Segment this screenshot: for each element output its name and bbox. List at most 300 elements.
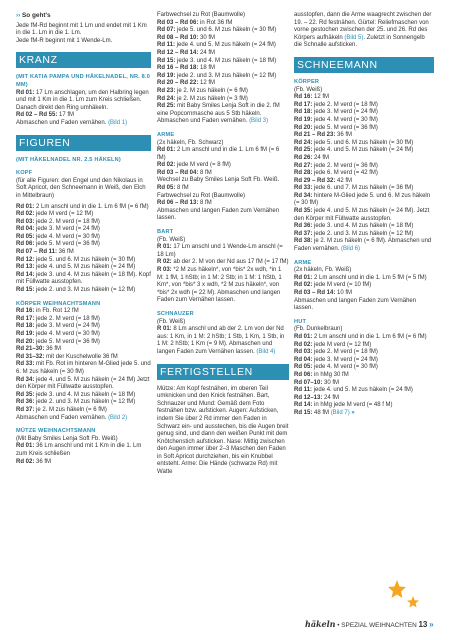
instruction-text: in Fb. Rot 12 fM [34, 308, 79, 315]
round-label: Rd 03 – Rd 06: [157, 19, 199, 26]
round-label: Rd 26: [294, 154, 313, 161]
instruction-text: Abmaschen und langen Faden zum Vernähen lassen. [157, 207, 280, 222]
instruction-line [157, 88, 289, 96]
instruction-line [294, 132, 434, 140]
round-label: Rd 36: [294, 223, 313, 230]
round-label: Rd 20: [16, 338, 35, 345]
instruction-text: jede 5. M verd (= 36 fM) [312, 124, 378, 131]
instruction-line [16, 323, 151, 331]
instruction-line [294, 170, 434, 178]
instruction-text: 17 Lm anschlagen, um den Halbring legen und mit 1 Km in die 1. Lm zum Kreis schließen. Danach direkt den Ring umhäkeln. [16, 89, 149, 111]
column-3 [294, 12, 434, 418]
instruction-line [294, 395, 434, 403]
instruction-text: 8 Lm anschl und ab der 2. Lm von der Nd aus: 1 Km, in 1 M: 2 hStb; 1 Stb, 1 Km, 1 Stb, in 1 M: 2 hStb; 1 Km (= 9 M). Abmaschen und langen Faden zum Vernähen lassen. [157, 326, 285, 355]
intro-line: Jede fM-R beginnt mit 1 Wende-Lm. [16, 37, 113, 44]
instruction-line [157, 27, 289, 35]
page-footer: häkeln • SPEZIAL WEIHNACHTEN 13 » [305, 619, 434, 629]
instruction-line [294, 298, 434, 313]
muetze-desc: (Mit Baby Smiles Lenja Soft Fb. Weiß) [16, 435, 118, 442]
arme-instructions [157, 147, 289, 223]
instruction-text: jede 2. M verd (= 18 fM) [312, 101, 378, 108]
round-label: R 02: [157, 259, 172, 266]
instruction-text: Abmaschen und Faden vernähen. [16, 119, 109, 126]
instruction-line [294, 163, 434, 171]
instruction-text: jede 3. M verd (= 24 fM) [34, 226, 100, 233]
instruction-line [16, 249, 151, 257]
instruction-text: in hMg jede M verd (= 48 f M) [312, 402, 393, 409]
instruction-line [157, 259, 289, 267]
instruction-line [157, 20, 289, 28]
instruction-line [294, 402, 434, 410]
instruction-line [294, 231, 434, 239]
koerper-title: KÖRPER WEIHNACHTSMANN [16, 300, 101, 307]
instruction-text: jede 4. und 5. M zus häkeln (= 24 fM). Jetzt den Körper mit Füllwatte ausstopfen. [294, 208, 430, 222]
instruction-line [16, 443, 151, 458]
round-label: Rd 25: [294, 147, 313, 154]
instruction-line [157, 185, 289, 193]
magazine-brand: häkeln [305, 619, 336, 629]
instruction-line [157, 50, 289, 58]
instruction-line [294, 147, 434, 155]
instruction-text: jede 4. M verd (= 30 fM) [312, 364, 378, 371]
round-label: R 01: [157, 326, 172, 333]
continue-chevron-icon: » [349, 409, 355, 416]
round-label: Rd 01: [16, 89, 35, 96]
star-icon [383, 578, 431, 618]
round-label: Rd 08 – Rd 10: [157, 34, 199, 41]
instruction-text: 2 Lm anschl und in die 1. Lm 6 fM (= 6 fM) [34, 203, 149, 210]
instruction-text: 24 fM [322, 394, 340, 401]
instruction-text: jede 3. M verd (= 24 fM) [312, 356, 378, 363]
instruction-text: 30 fM [322, 379, 340, 386]
instruction-line [157, 147, 289, 162]
instruction-line [294, 410, 434, 418]
instruction-line [294, 117, 434, 125]
instruction-text: 2 Lm anschl und in die 1. Lm 5 fM (= 5 fM) [312, 274, 427, 281]
instruction-line [16, 346, 151, 354]
instruction-text: 36 fM [335, 132, 353, 139]
round-label: Rd 18: [16, 323, 35, 330]
round-label: Rd 18: [294, 109, 313, 116]
image-reference: (Bild 7) [330, 409, 350, 416]
instruction-line [157, 208, 289, 223]
instruction-line [157, 170, 289, 178]
instruction-line [294, 109, 434, 117]
instruction-line [294, 102, 434, 110]
instruction-text: 2 Lm anschl und in die 1. Lm 6 fM (= 6 fM) [157, 147, 280, 161]
round-label: Rd 16: [294, 94, 313, 101]
instruction-line [294, 275, 434, 283]
instruction-text: jede 4. und 5. M zus häkeln (= 24 fM) [312, 387, 413, 394]
round-label: Rd 05: [16, 233, 35, 240]
instruction-text: 24 fM [312, 154, 330, 161]
instruction-text: jede M verd (= 12 fM) [312, 341, 372, 348]
instruction-line [294, 193, 434, 208]
instruction-text: jede 2. und 3. M zus häkeln (= 12 fM) [175, 72, 277, 79]
arme-desc: (2x häkeln, Fb. Schwarz) [157, 139, 224, 146]
instruction-line [157, 73, 289, 81]
instruction-line [16, 241, 151, 249]
instruction-text: jede M verd (= 12 fM) [34, 211, 94, 218]
schnauzer-desc: (Fb. Weiß) [157, 318, 186, 325]
instruction-text: 42 fM [335, 177, 353, 184]
instruction-text: Abmaschen und langen Faden zum Vernähen lassen. [294, 297, 417, 312]
instruction-line [16, 272, 151, 287]
instruction-text: mit Fb. Rot im hinteren M-Glied jede 5. und 6. M zus häkeln (= 30 fM) [16, 361, 151, 375]
instruction-text: jede 4. M verd (= 30 fM) [34, 331, 100, 337]
instruction-text: 36 fM [57, 249, 74, 256]
round-label: Rd 05: [157, 185, 176, 192]
instruction-text: jede 2. M verd (= 36 fM) [312, 162, 378, 169]
instruction-line [16, 287, 151, 295]
instruction-line [157, 200, 289, 208]
instruction-line [157, 80, 289, 88]
instruction-line [294, 185, 434, 193]
hut-desc: (Fb. Dunkelbraun) [294, 326, 343, 333]
round-label: Rd 35: [16, 391, 35, 398]
round-label: Rd 25: [157, 103, 176, 110]
instruction-line [294, 94, 434, 102]
schneemann-koerper-desc: (Fb. Weiß) [294, 86, 323, 93]
instruction-text: jede M verd (= 10 fM) [312, 282, 372, 289]
round-label: Rd 04: [294, 356, 313, 363]
instruction-text: 24 fM [198, 49, 216, 56]
instruction-text: 12 fM [312, 94, 330, 101]
round-label: Rd 02: [16, 458, 35, 465]
instruction-text: 48 fM [312, 409, 331, 416]
round-label: Rd 34: [294, 192, 313, 199]
instruction-line [157, 103, 289, 126]
instruction-text: je 2. M zus häkeln (= 6 fM) [175, 87, 248, 94]
round-label: Rd 15: [294, 409, 313, 416]
section-band-fertigstellen: FERTIGSTELLEN [157, 364, 289, 380]
muetze-title: MÜTZE WEIHNACHTSMANN [16, 428, 96, 435]
round-label: Rd 15: [157, 57, 176, 64]
instruction-line [16, 204, 151, 212]
instruction-line [157, 177, 289, 185]
round-label: Rd 12: [16, 256, 35, 263]
instruction-text: jede 4. M verd (= 30 fM) [312, 116, 378, 123]
instruction-text: 36 fM [44, 346, 62, 353]
instruction-text: 18 fM [198, 65, 216, 72]
instruction-line [157, 96, 289, 104]
round-label: Rd 33: [294, 185, 313, 192]
round-label: Rd 06: [294, 371, 313, 378]
figuren-subhead: (MIT HÄKELNADEL NR. 2.5 HÄKELN) [16, 156, 121, 163]
instruction-text: jede 2. und 3. M zus häkeln (= 12 fM) [34, 287, 136, 294]
instruction-text: 17 Lm anschl und 1 Wende-Lm anschl (= 18 Lm) [157, 244, 283, 258]
round-label: Rd 01: [16, 203, 35, 210]
section-band-schneemann: SCHNEEMANN [294, 57, 434, 73]
instruction-text: 8 fM [175, 185, 189, 192]
intro-title: ›› So geht's [16, 12, 51, 19]
instruction-line [16, 399, 151, 407]
fertigstellen-continued: ausstopfen, dann die Arme waagrecht zwischen der 19. – 22. Rd festnähen. Gürtel: Reliefmaschen von vorne gestochen zwischen der 25. und 26. Rd des Körpers aufhäkeln (Bild 5). Zuletzt in Sonnengelb die Schnalle aufsticken. [294, 12, 432, 49]
instruction-text: 2 Lm anschl und in die 1. Lm 6 fM (= 6 fM) [312, 333, 427, 340]
round-label: Rd 13: [16, 264, 35, 271]
round-label: Rd 03: [294, 349, 313, 356]
instruction-text: jede 5. und 6. M zus häkeln (= 30 fM) [312, 139, 414, 146]
round-label: Rd 06: [16, 241, 35, 248]
schnauzer-title: SCHNAUZER [157, 310, 194, 317]
instruction-line [294, 238, 434, 253]
round-label: Rd 17: [16, 315, 35, 322]
schneemann-arme-instructions [294, 275, 434, 313]
hut-instructions [294, 334, 434, 418]
round-label: Rd 19: [294, 116, 313, 123]
instruction-text: jede 3. und 4. M zus häkeln (= 18 fM) [175, 57, 277, 64]
instruction-line [16, 415, 151, 423]
bart-title: BART [157, 229, 174, 236]
instruction-line [294, 282, 434, 290]
round-label: Rd 02: [157, 162, 176, 169]
instruction-text: jede 4. und 5. M zus häkeln (= 24 fM) [312, 147, 414, 154]
instruction-line [16, 226, 151, 234]
round-label: Rd 20 – Rd 22: [157, 80, 199, 87]
instruction-text: jede 2. M verd (= 18 fM) [34, 315, 100, 322]
instruction-text: jede 6. M verd (= 42 fM) [312, 170, 378, 177]
instruction-line [294, 372, 434, 380]
round-label: Rd 01: [294, 333, 313, 340]
instruction-text: in hMg 30 fM [312, 371, 349, 378]
round-label: Rd 33: [16, 361, 35, 368]
schneemann-koerper-title: KÖRPER [294, 78, 320, 85]
kopf-title: KOPF [16, 170, 33, 177]
instruction-line [16, 257, 151, 265]
instruction-text: jede 2. M verd (= 18 fM) [34, 218, 100, 225]
fertigstellen-text: Mütze: Am Kopf festnähen, im oberen Teil umknicken und den Knick festnähen. Bart, Schnauzer und Mund: Gemäß dem Foto festnähen bzw. aufsticken. Augen: Aufsticken, indem Sie über 2 Rd immer den Faden in Schwarz ein- und ausstechen, bis die Augen breit genug sind, und dann den weißen Punkt mit dem Knötchenstich aufsticken. Nase: Mittig zwischen den Augen immer über 2–3 Maschen den Faden in Soft Apricot durchziehen, bis ein Knubbel entsteht. Arme: Die Hände (schwarze Rd) mit Watte [157, 385, 289, 476]
instruction-line [16, 219, 151, 227]
round-label: Rd 24: [294, 139, 313, 146]
instruction-text: jede 6. und 7. M zus häkeln (= 36 fM) [312, 185, 414, 192]
round-label: Rd 03 – Rd 14: [294, 290, 336, 296]
star-icon [388, 580, 406, 598]
round-label: Rd 11: [157, 42, 176, 49]
instruction-text: je 2. M zus häkeln (= 6 fM). Abmaschen und Faden vernähen. [294, 238, 432, 253]
instruction-text: Wechsel zu Baby Smiles Lenja Soft Fb. Weiß. [157, 177, 280, 184]
round-label: Rd 16 – Rd 18: [157, 65, 199, 72]
round-label: Rd 01: [16, 443, 35, 450]
instruction-line [16, 339, 151, 347]
image-reference: (Bild 6) [341, 246, 361, 253]
instruction-line [294, 357, 434, 365]
page-number: 13 [418, 620, 428, 629]
instruction-text: 8 fM [198, 200, 212, 207]
instruction-text: hintere M-Glied jede 5. und 6. M zus häkeln (= 30 fM) [294, 192, 431, 207]
image-reference: (Bild 3) [249, 118, 269, 125]
instruction-line [16, 234, 151, 242]
instruction-text: 30 fM [198, 34, 216, 41]
round-label: Rd 21–30: [16, 346, 45, 353]
round-label: Rd 01: [294, 274, 313, 281]
instruction-text: jede 2. M verd (= 18 fM) [312, 349, 378, 356]
bart-desc: (Fb. Weiß) [157, 236, 186, 243]
instruction-line [16, 120, 151, 128]
round-label: Rd 29 – Rd 32: [294, 177, 336, 184]
round-label: Rd 36: [16, 399, 35, 406]
instruction-line [294, 155, 434, 163]
instruction-line [157, 35, 289, 43]
instruction-text: jede 5. und 6. M zus häkeln (= 30 fM) [34, 256, 136, 263]
round-label: Rd 03: [16, 218, 35, 225]
round-label: Rd 31–32: [16, 353, 45, 360]
round-label: Rd 34: [16, 376, 35, 383]
next-page-chevron-icon[interactable]: » [429, 620, 434, 629]
star-icon [407, 596, 419, 608]
instruction-text: jede 2. und 3. M zus häkeln (= 12 fM) [34, 399, 136, 406]
instruction-text: 10 fM [335, 290, 353, 296]
round-label: Rd 07 – Rd 11: [16, 249, 58, 256]
kranz-instructions [16, 90, 151, 128]
instruction-text: ab der 2. M von der Nd aus 17 fM (= 17 fM) [171, 259, 289, 266]
round-label: Rd 07: [157, 27, 176, 34]
instruction-text: Farbwechsel zu Rot (Baumwolle) [157, 12, 246, 18]
schneemann-arme-desc: (2x häkeln, Fb. Weiß) [294, 267, 352, 274]
chevron-icon: ›› [16, 12, 21, 19]
instruction-line [16, 407, 151, 415]
round-label: Rd 37: [294, 230, 313, 237]
round-label: Rd 15: [16, 287, 35, 294]
round-label: Rd 11: [294, 387, 313, 394]
instruction-text: 36 Lm anschl und mit 1 Km in die 1. Lm zum Kreis schließen [16, 443, 142, 457]
koerper-instructions [16, 308, 151, 422]
instruction-line [16, 264, 151, 272]
schneemann-arme-title: ARME [294, 259, 312, 266]
round-label: R 01: [157, 244, 172, 251]
round-label: Rd 38: [294, 238, 313, 245]
image-reference: (Bild 1) [108, 119, 128, 126]
instruction-line [16, 459, 151, 467]
instruction-line [16, 377, 151, 392]
instruction-text: jede 4. und 5. M zus häkeln (= 24 fM) [175, 42, 276, 49]
instruction-text: jede 4. M verd (= 30 fM) [34, 233, 100, 240]
instruction-line [294, 125, 434, 133]
section-band-figuren: FIGUREN [16, 135, 151, 151]
round-label: Rd 02 – Rd 55: [16, 112, 58, 119]
image-reference: (Bild 4) [256, 348, 276, 355]
round-label: Rd 20: [294, 124, 313, 131]
intro-line: Jede fM-Rd beginnt mit 1 Lm und endet mit 1 Km in die 1. Lm in die 1. Lm. [16, 22, 147, 37]
round-label: Rd 16: [16, 308, 35, 315]
column-1 [16, 12, 151, 466]
round-label: Rd 14: [294, 402, 313, 409]
instruction-line [294, 208, 434, 223]
instruction-text: mit der Kuschelwolle 36 fM [44, 353, 118, 360]
instruction-text: je 2. M zus häkeln (= 3 fM) [175, 95, 248, 102]
round-label: Rd 07–10: [294, 379, 323, 386]
instruction-text: jede 5. M verd (= 36 fM) [34, 241, 100, 248]
schnauzer-instructions [157, 326, 289, 356]
instruction-text: 36 fM [34, 458, 52, 465]
instruction-line [157, 162, 289, 170]
instruction-line [294, 349, 434, 357]
round-label: Rd 27: [294, 162, 313, 169]
instruction-text: je 2. M zus häkeln (= 6 fM) [34, 406, 107, 413]
schneemann-instructions [294, 94, 434, 253]
instruction-text: jede 4. und 5. M zus häkeln (= 24 fM) [34, 264, 136, 271]
instruction-line [294, 178, 434, 186]
round-label: Rd 03 – Rd 04: [157, 169, 199, 176]
instruction-line [157, 326, 289, 356]
round-label: Rd 01: [157, 147, 176, 154]
instruction-text: jede 3. und 4. M zus häkeln (= 18 fM). Kopf mit Füllwatte ausstopfen. [16, 271, 151, 286]
instruction-line [294, 334, 434, 342]
instruction-line [157, 65, 289, 73]
kopf-instructions [16, 204, 151, 295]
instruction-text: 12 fM [198, 80, 216, 87]
instruction-line [294, 342, 434, 350]
instruction-line [157, 267, 289, 305]
hut-title: HUT [294, 318, 307, 325]
magazine-section: SPEZIAL WEIHNACHTEN [341, 622, 417, 629]
round-label: Rd 06 – Rd 13: [157, 200, 199, 207]
bart-instructions [157, 244, 289, 305]
instruction-line [294, 290, 434, 298]
kopf-desc: (für alle Figuren: den Engel und den Nikolaus in Soft Apricot, den Schneemann in Weiß, den Elch in Mittelbraun) [16, 177, 146, 199]
instruction-line [157, 58, 289, 66]
image-reference: (Bild 2) [108, 414, 128, 421]
instruction-text: in Rot 36 fM [198, 19, 233, 26]
round-label: Rd 12 – Rd 14: [157, 49, 199, 56]
instruction-line [294, 380, 434, 388]
instruction-text: jede 4. und 5. M zus häkeln (= 24 fM) Jetzt den Körper mit Füllwatte ausstopfen. [16, 376, 150, 391]
instruction-line [16, 308, 151, 316]
instruction-line [157, 244, 289, 259]
round-label: Rd 19: [16, 331, 35, 337]
round-label: Rd 23: [157, 87, 176, 94]
round-label: Rd 14: [16, 271, 35, 278]
instruction-line [16, 392, 151, 400]
round-label: Rd 12–13: [294, 394, 323, 401]
instruction-line [294, 364, 434, 372]
instruction-text: jede 5. M verd (= 36 fM) [34, 338, 100, 345]
round-label: Rd 35: [294, 208, 313, 215]
instruction-text: 17 fM [57, 112, 75, 119]
instruction-line [16, 90, 151, 113]
round-label: Rd 28: [294, 170, 313, 177]
instruction-line [157, 42, 289, 50]
round-label: Rd 19: [157, 72, 176, 79]
instruction-text: jede 2. und 3. M zus häkeln (= 12 fM) [312, 230, 414, 237]
instruction-line [157, 12, 289, 20]
instruction-text: jede 3. M verd (= 24 fM) [312, 109, 378, 116]
instruction-text: 8 fM [198, 169, 212, 176]
round-label: Rd 02: [294, 282, 313, 289]
round-label: Rd 04: [16, 226, 35, 233]
instruction-line [16, 331, 151, 339]
instruction-text: jede 3. und 4. M zus häkeln (= 18 fM) [34, 391, 136, 398]
round-label: Rd 24: [157, 95, 176, 102]
round-label: Rd 37: [16, 406, 35, 413]
instruction-text: jede 5. und 6. M zus häkeln (= 30 fM) [175, 27, 277, 34]
instruction-line [16, 354, 151, 362]
instruction-line [16, 211, 151, 219]
instruction-text: jede 3. und 4. M zus häkeln (= 18 fM) [312, 223, 414, 230]
instruction-text: Abmaschen und Faden vernähen. [16, 414, 109, 421]
instruction-line [294, 223, 434, 231]
round-label: Rd 02: [16, 211, 35, 218]
instruction-line [16, 361, 151, 376]
instruction-text: Farbwechsel zu Rot (Baumwolle) [157, 192, 246, 199]
round-label: Rd 02: [294, 341, 313, 348]
instruction-text: *2 M zus häkeln*, von *bis* 2x wdh, *in 1 M: 1 fM, 1 hStb; in 1 M: 2 Stb; in 1 M: 1 hStb, 1 Km*, von *bis* 3 x wdh, *2 M zus häkeln*, von *bis* 2x wdh (= 22 M). Abmaschen und langen Faden zum Vernähen lassen. [157, 267, 282, 304]
instruction-line [16, 316, 151, 324]
instruction-line [157, 193, 289, 201]
arme-title: ARME [157, 131, 175, 138]
round-label: Rd 05: [294, 364, 313, 371]
column-2 [157, 12, 289, 477]
round-label: Rd 21 – Rd 23: [294, 132, 336, 139]
